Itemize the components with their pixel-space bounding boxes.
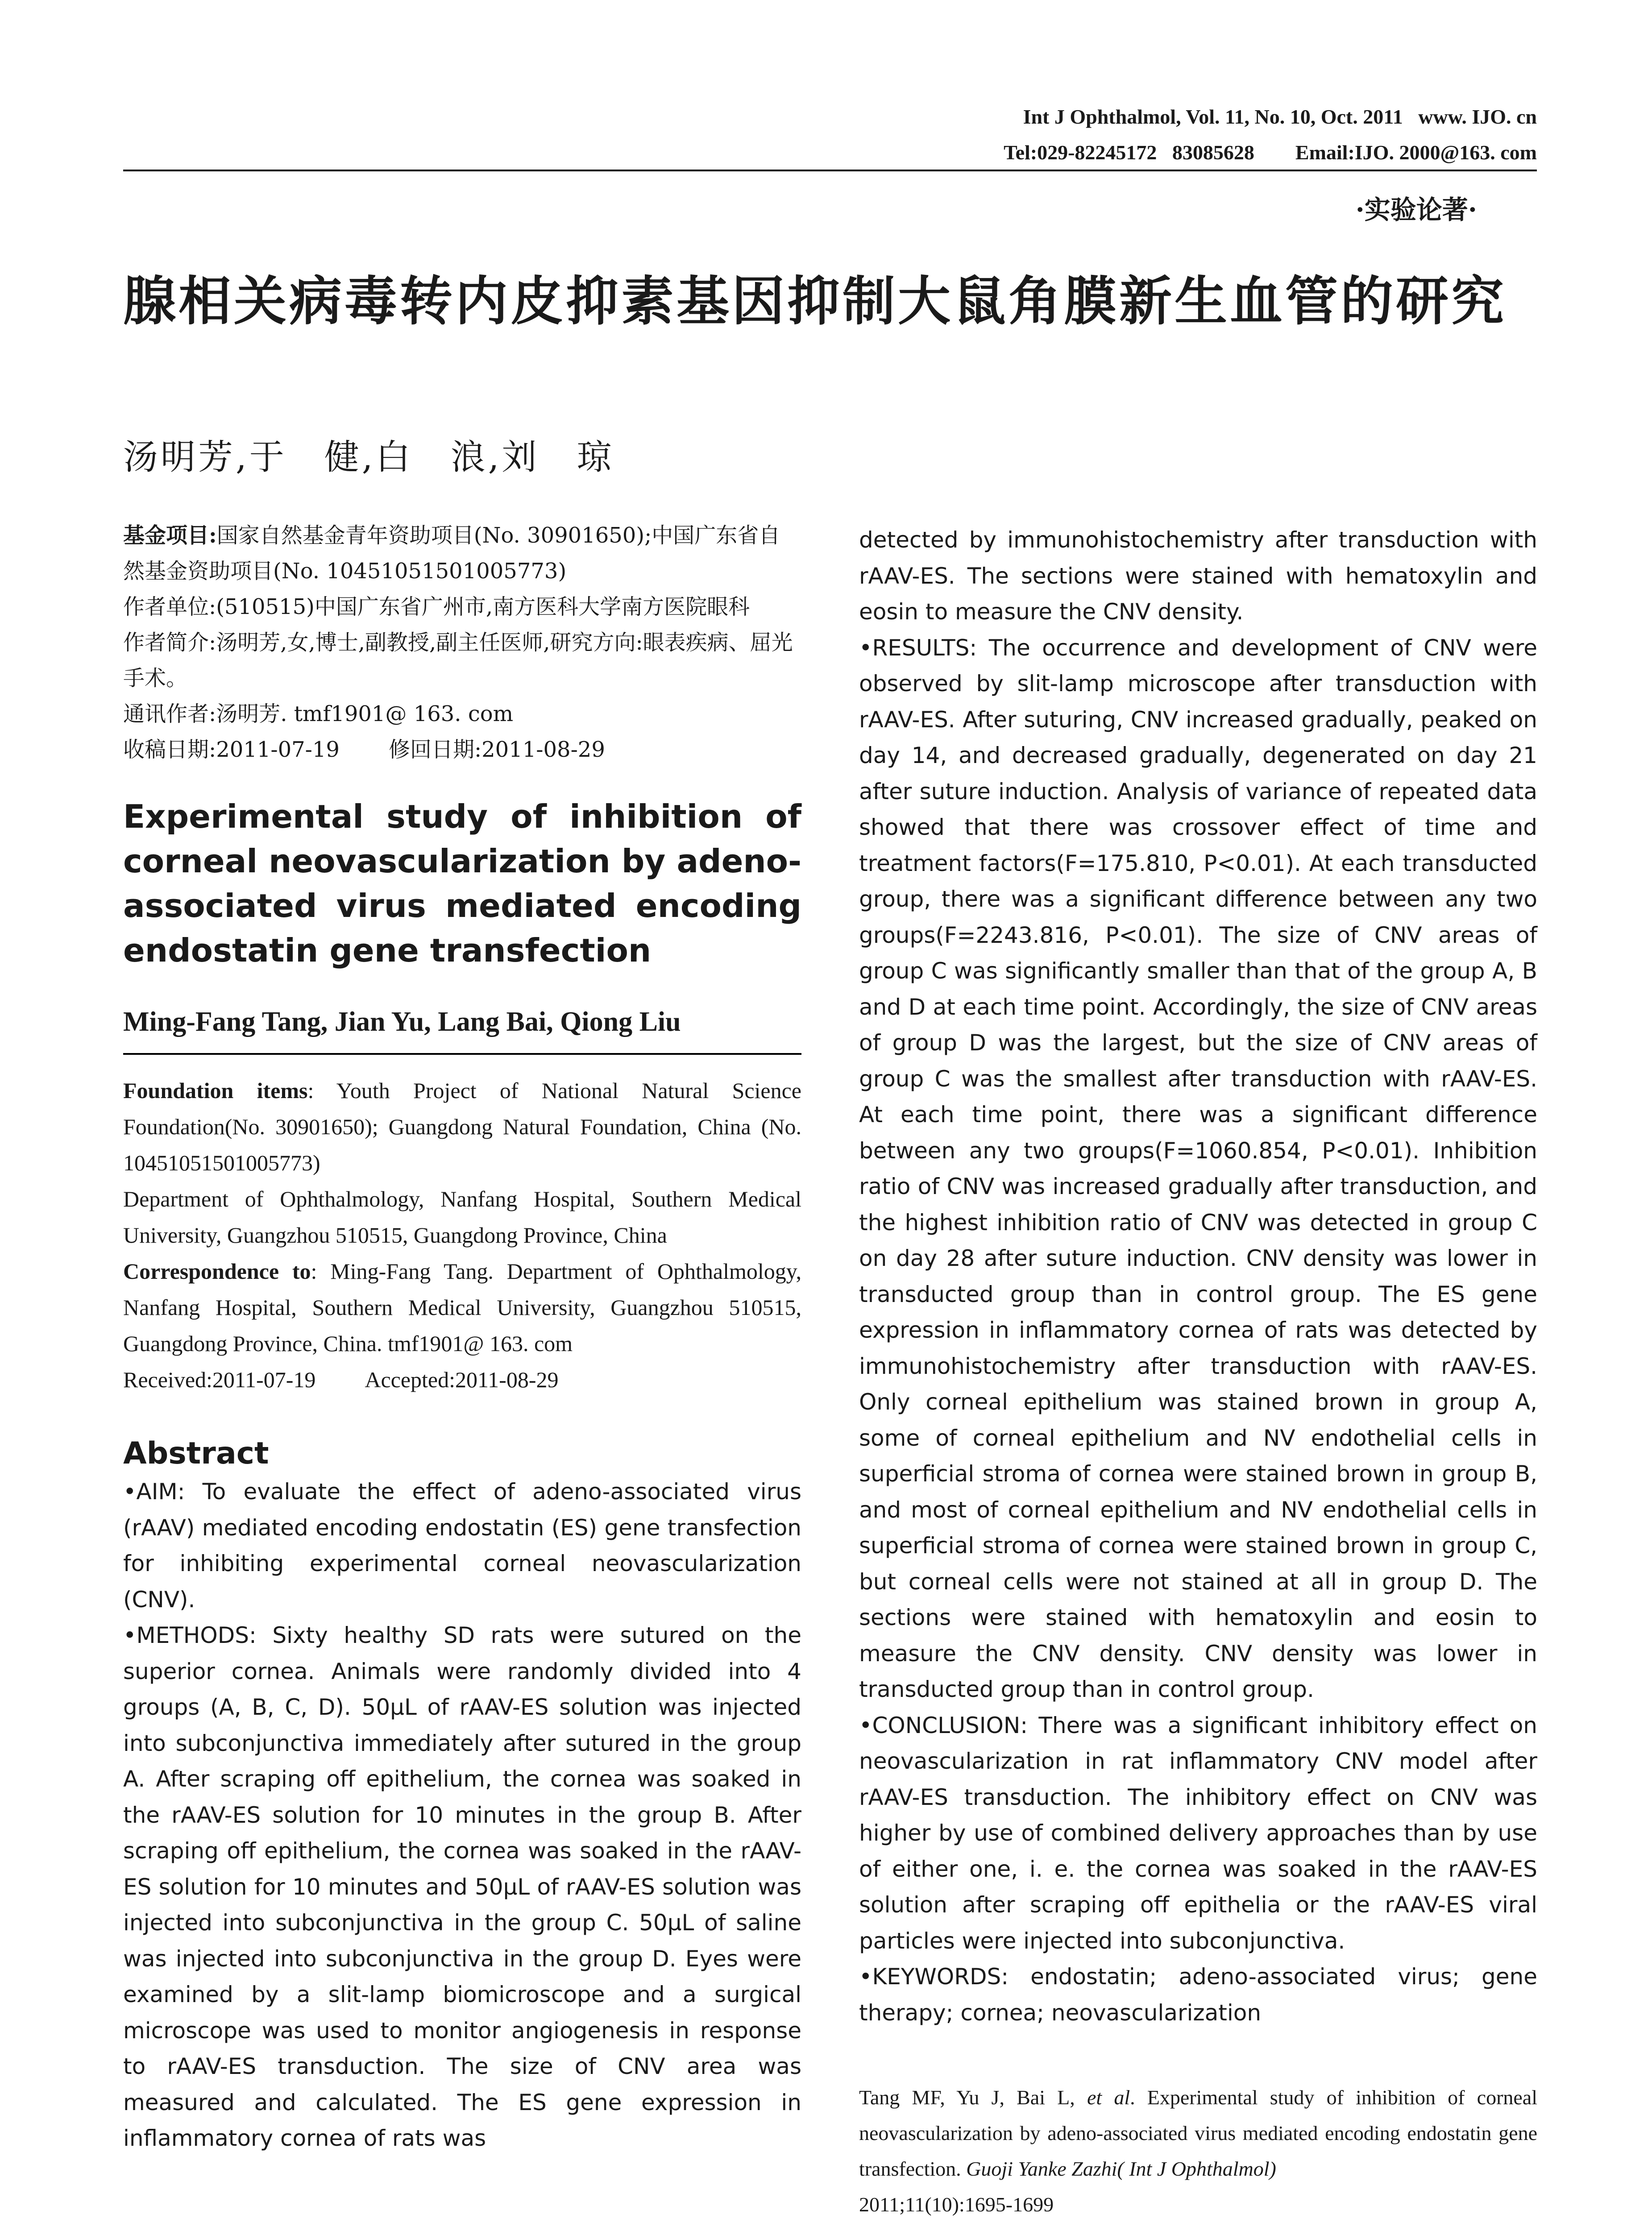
en-received-label: Received: xyxy=(123,1367,212,1392)
english-metadata xyxy=(123,1073,801,1398)
methods-text-part1: : Sixty healthy SD rats were sutured on the superior cornea. Animals were randomly divided into 4 groups (A, B, C, D). 50μL of rAAV-ES solution was injected into subconjunctiva immediately after sutured in the group A. After scraping off epithelium, the cornea was soaked in the rAAV-ES solution for 10 minutes in the group B. After scraping off epithelium, the cornea was soaked in the rAAV-ES solution for 10 minutes and 50μL of rAAV-ES solution was injected into subconjunctiva in the group C. 50μL of saline was injected into subconjunctiva in the group D. Eyes were examined by a slit-lamp biomicroscope and a surgical microscope was used to monitor angiogenesis in response to rAAV-ES transduction. The size of CNV area was measured and calculated. The ES gene expression in inflammatory cornea of rats was xyxy=(123,1622,801,2151)
abstract-methods-continued: detected by immunohistochemistry after transduction with rAAV-ES. The sections were stained with hematoxylin and eosin to measure the CNV density. xyxy=(859,527,1537,625)
bullet-icon: • xyxy=(859,1964,872,1990)
right-column xyxy=(859,522,1537,2223)
cn-bio-label: 作者简介: xyxy=(123,630,216,655)
cn-received-label: 收稿日期: xyxy=(123,737,216,762)
cn-corr-label: 通讯作者: xyxy=(123,701,216,726)
cn-received-date: 2011-07-19 xyxy=(216,737,340,762)
conclusion-label: CONCLUSION xyxy=(872,1712,1021,1738)
bullet-icon: • xyxy=(859,1712,872,1738)
keywords-label: KEYWORDS xyxy=(872,1964,1001,1990)
english-authors: Ming-Fang Tang, Jian Yu, Lang Bai, Qiong Liu xyxy=(123,1004,801,1055)
bullet-icon: • xyxy=(123,1479,137,1505)
abstract-results xyxy=(859,630,1537,1708)
en-dates xyxy=(123,1362,801,1398)
abstract-aim xyxy=(123,1474,801,1617)
abstract-heading: Abstract xyxy=(123,1436,269,1471)
citation-text: . Experimental study of inhibition of corneal neovascularization by adeno-associated virus mediated encoding endostatin gene transfection. xyxy=(859,2086,1538,2180)
cn-bio-text: 汤明芳,女,博士,副教授,副主任医师,研究方向:眼表疾病、屈光手术。 xyxy=(123,630,793,691)
citation-journal: Guoji Yanke Zazhi( Int J Ophthalmol) xyxy=(966,2157,1276,2180)
en-accepted-date: 2011-08-29 xyxy=(455,1367,559,1392)
header-journal-line: Int J Ophthalmol, Vol. 11, No. 10, Oct. 2011 www. IJO. cn xyxy=(1023,105,1537,128)
cn-unit xyxy=(123,589,801,625)
bullet-icon: • xyxy=(859,634,872,661)
en-foundation-text: : Youth Project of National Natural Science Foundation(No. 30901650); Guangdong Natural Foundation, China (No. 10451051501005773) xyxy=(123,1078,801,1175)
cn-foundation-label: 基金项目: xyxy=(123,523,217,548)
chinese-metadata xyxy=(123,518,801,767)
results-text: : The occurrence and development of CNV were observed by slit-lamp microscope after transduction with rAAV-ES. After suturing, CNV increased gradually, peaked on day 14, and decreased gradually, degenerated on day 21 after suture induction. Analysis of variance of repeated data showed that there was crossover effect of time and treatment factors(F=175.810, P<0.01). At each transducted group, there was a significant difference between any two groups(F=2243.816, P<0.01). The size of CNV areas of group C was significantly smaller than that of the group A, B and D at each time point. Accordingly, the size of CNV areas of group D was the largest, but the size of CNV areas of group C was the smallest after transduction with rAAV-ES. At each time point, there was a significant difference between any two groups(F=1060.854, P<0.01). Inhibition ratio of CNV was increased gradually after transduction, and the highest inhibition ratio of CNV was detected in group C on day 28 after suture induction. CNV density was lower in transducted group than in control group. The ES gene expression in inflammatory cornea of rats was detected by immunohistochemistry after transduction with rAAV-ES. Only corneal epithelium was stained brown in group A, some of corneal epithelium and NV endothelial cells in superficial stroma of cornea were stained brown in group B, and most of corneal epithelium and NV endothelial cells in superficial stroma of cornea were stained brown in group C, but corneal cells were not stained at all in group D. The sections were stained with hematoxylin and eosin to measure the CNV density. CNV density was lower in transducted group than in control group. xyxy=(859,634,1537,1702)
left-column xyxy=(123,518,801,2156)
header-rule xyxy=(123,170,1537,171)
cn-foundation xyxy=(123,518,801,589)
en-foundation-label: Foundation items xyxy=(123,1078,308,1103)
en-corr-label: Correspondence to xyxy=(123,1259,311,1284)
chinese-title: 腺相关病毒转内皮抑素基因抑制大鼠角膜新生血管的研究 xyxy=(123,270,1507,332)
en-corr-text: : Ming-Fang Tang. Department of Ophthalmology, Nanfang Hospital, Southern Medical University, Guangzhou 510515, Guangdong Province, China. tmf1901@ 163. com xyxy=(123,1259,801,1356)
bullet-icon: • xyxy=(123,1622,137,1648)
citation-authors: Tang MF, Yu J, Bai L, xyxy=(859,2086,1075,2109)
results-label: RESULTS xyxy=(872,634,970,661)
cn-revised-label: 修回日期: xyxy=(388,737,482,762)
conclusion-text: : There was a significant inhibitory effect on neovascularization in rat inflammatory CNV model after rAAV-ES transduction. The inhibitory effect on CNV was higher by use of combined delivery approaches than by use of either one, i. e. the cornea was soaked in the rAAV-ES solution after scraping off epithelia or the rAAV-ES viral particles were injected into subconjunctiva. xyxy=(859,1712,1537,1954)
en-foundation xyxy=(123,1073,801,1181)
en-department: Department of Ophthalmology, Nanfang Hospital, Southern Medical University, Guangzhou 510515, Guangdong Province, China xyxy=(123,1186,801,1248)
citation xyxy=(859,2080,1537,2223)
cn-dates xyxy=(123,732,801,767)
abstract-conclusion xyxy=(859,1708,1537,1959)
en-received-date: 2011-07-19 xyxy=(212,1367,316,1392)
cn-correspondence xyxy=(123,696,801,732)
english-title: Experimental study of inhibition of corneal neovascularization by adeno-associated virus mediated encoding endostatin gene transfection xyxy=(123,798,801,969)
citation-et-al: et al xyxy=(1087,2086,1130,2109)
cn-revised-date: 2011-08-29 xyxy=(481,737,605,762)
cn-unit-text: (510515)中国广东省广州市,南方医科大学南方医院眼科 xyxy=(216,594,750,619)
keywords-text: : endostatin; adeno-associated virus; gene therapy; cornea; neovascularization xyxy=(859,1964,1537,2026)
aim-text: : To evaluate the effect of adeno-associated virus (rAAV) mediated encoding endostatin (ES) gene transfection for inhibiting experimental corneal neovascularization (CNV). xyxy=(123,1479,801,1613)
cn-corr-text: 汤明芳. tmf1901@ 163. com xyxy=(216,701,514,726)
aim-label: AIM xyxy=(136,1479,178,1505)
methods-label: METHODS xyxy=(136,1622,249,1648)
cn-foundation-text: 国家自然基金青年资助项目(No. 30901650);中国广东省自然基金资助项目(No. 10451051501005773) xyxy=(123,523,780,584)
en-accepted-label: Accepted: xyxy=(365,1367,456,1392)
cn-unit-label: 作者单位: xyxy=(123,594,216,619)
section-label: ·实验论著· xyxy=(1355,195,1477,225)
header-contact-line: Tel:029-82245172 83085628 Email:IJO. 2000@163. com xyxy=(1004,141,1537,164)
cn-bio xyxy=(123,625,801,696)
chinese-authors: 汤明芳,于 健,白 浪,刘 琼 xyxy=(123,437,614,477)
abstract-keywords xyxy=(859,1959,1537,2031)
citation-ref: 2011;11(10):1695-1699 xyxy=(859,2193,1054,2216)
abstract-methods xyxy=(123,1617,801,2156)
journal-header xyxy=(123,99,1537,170)
en-correspondence xyxy=(123,1253,801,1362)
